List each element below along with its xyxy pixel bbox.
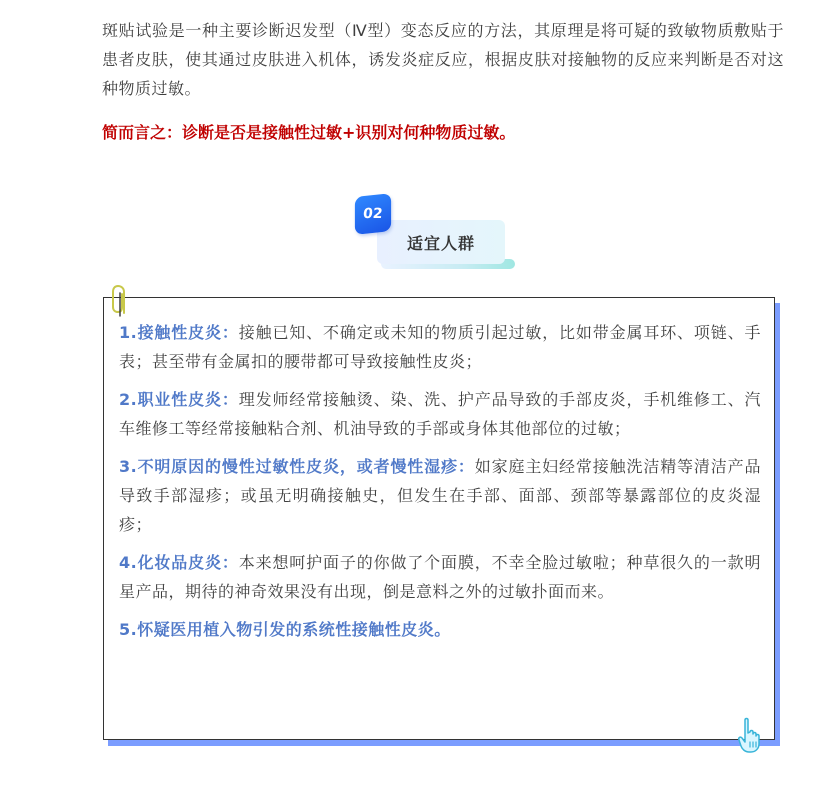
section-number: 02 bbox=[362, 206, 384, 223]
list-item-text: 本来想呵护面子的你做了个面膜，不幸全脸过敏啦；种草很久的一款明星产品，期待的神奇效果没有出现，倒是意料之外的过敏扑面而来。 bbox=[119, 553, 761, 601]
list-item-text: 理发师经常接触烫、染、洗、护产品导致的手部皮炎，手机维修工、汽车维修工等经常接触粘合剂、机油导致的手部或身体其他部位的过敏； bbox=[119, 390, 761, 438]
list-item bbox=[119, 452, 761, 539]
pointing-hand-icon bbox=[736, 716, 768, 754]
list-item-title: 1.接触性皮炎： bbox=[119, 323, 239, 342]
list-item-title: 4.化妆品皮炎： bbox=[119, 553, 239, 572]
section-number-badge bbox=[355, 193, 391, 235]
list-item-title: 3.不明原因的慢性过敏性皮炎，或者慢性湿疹： bbox=[119, 457, 475, 476]
content-list bbox=[119, 318, 761, 653]
list-item bbox=[119, 385, 761, 443]
list-item-text: 接触已知、不确定或未知的物质引起过敏，比如带金属耳环、项链、手表；甚至带有金属扣的腰带都可导致接触性皮炎； bbox=[119, 323, 761, 371]
paperclip-icon bbox=[110, 283, 132, 317]
list-item-title: 2.职业性皮炎： bbox=[119, 390, 239, 409]
list-item-text: 如家庭主妇经常接触洗洁精等清洁产品导致手部湿疹；或虽无明确接触史，但发生在手部、面部、颈部等暴露部位的皮炎湿疹； bbox=[119, 457, 761, 534]
content-box bbox=[103, 297, 775, 740]
list-item bbox=[119, 548, 761, 606]
summary-highlight: 简而言之：诊断是否是接触性过敏+识别对何种物质过敏。 bbox=[102, 123, 516, 142]
intro-paragraph: 斑贴试验是一种主要诊断迟发型（Ⅳ型）变态反应的方法，其原理是将可疑的致敏物质敷贴于患者皮肤，使其通过皮肤进入机体，诱发炎症反应，根据皮肤对接触物的反应来判断是否对这种物质过敏。 bbox=[102, 21, 784, 98]
section-header bbox=[355, 195, 525, 275]
section-title: 适宜人群 bbox=[406, 233, 475, 253]
list-item-title: 5.怀疑医用植入物引发的系统性接触性皮炎。 bbox=[119, 620, 451, 639]
list-item bbox=[119, 318, 761, 376]
section-title-card bbox=[377, 220, 505, 264]
list-item bbox=[119, 615, 761, 644]
